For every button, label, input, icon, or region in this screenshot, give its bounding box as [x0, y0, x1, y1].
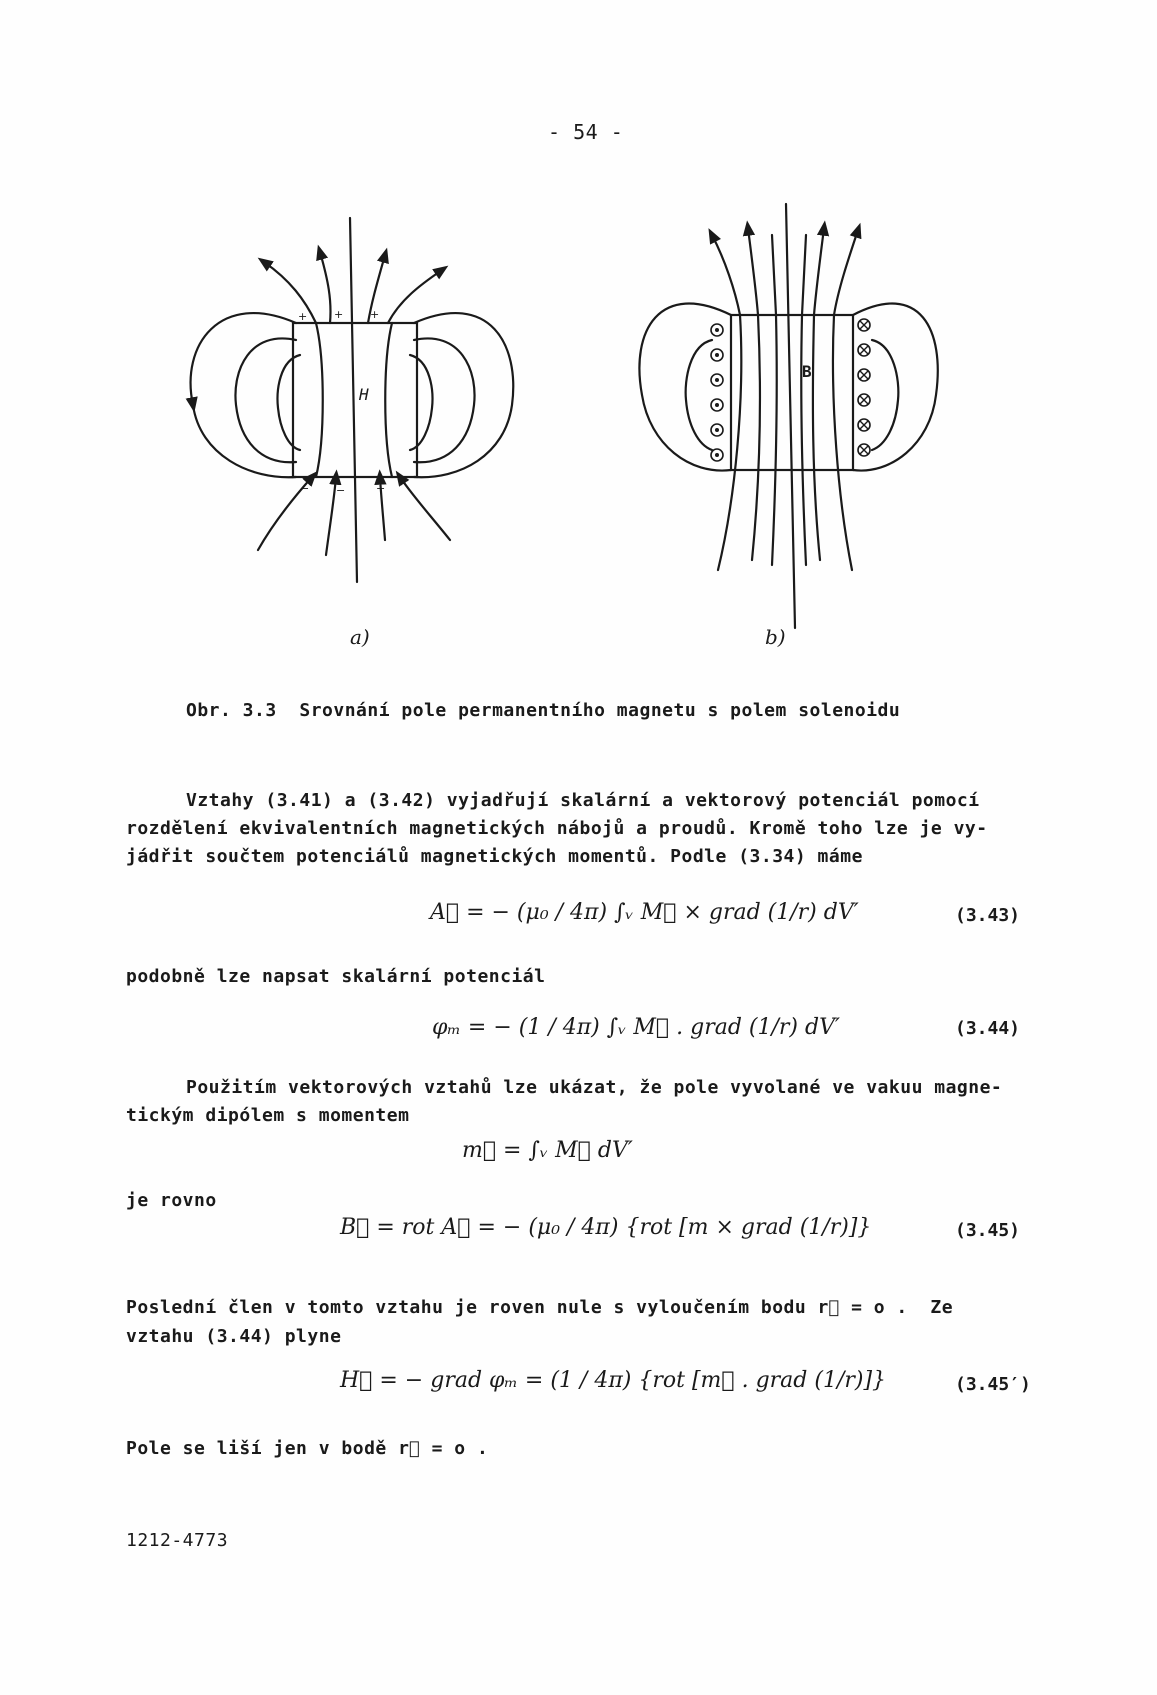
paragraph2-line1: Použitím vektorových vztahů lze ukázat, že pole vyvolané ve vakuu magne-	[186, 1077, 1003, 1098]
figure-3-3	[0, 0, 1157, 700]
field-label-b: B	[802, 362, 813, 381]
paragraph2-line2: tickým dipólem s momentem	[126, 1105, 410, 1126]
pole-signs	[298, 308, 385, 497]
coil-crosses	[860, 321, 868, 454]
svg-text:−: −	[336, 484, 346, 497]
equation-moment: m⃗ = ∫ᵥ M⃗ dV′	[462, 1138, 633, 1163]
equation-3-45: B⃗ = rot A⃗ = − (μ₀ / 4π) {rot [m × grad (1/r)]}	[340, 1215, 872, 1240]
page-number: - 54 -	[548, 120, 624, 144]
figure-a-permanent-magnet	[191, 218, 514, 582]
svg-text:+: +	[298, 310, 308, 323]
figure-caption: Obr. 3.3 Srovnání pole permanentního magnetu s polem solenoidu	[186, 700, 901, 721]
footer-code: 1212-4773	[126, 1530, 229, 1551]
svg-text:+: +	[370, 308, 380, 321]
text-scalar-potential: podobně lze napsat skalární potenciál	[126, 966, 546, 987]
paragraph1-line1: Vztahy (3.41) a (3.42) vyjadřují skalární a vektorový potenciál pomocí	[186, 790, 980, 811]
svg-text:+: +	[334, 308, 344, 321]
paragraph3-line1: Poslední člen v tomto vztahu je roven nule s vyloučením bodu r⃗ = o . Ze	[126, 1297, 954, 1318]
coil-dots	[715, 328, 719, 457]
figure-label-a: a)	[350, 625, 370, 649]
field-label-h: H	[359, 385, 370, 404]
equation-3-45-number: (3.45)	[955, 1220, 1021, 1241]
last-line: Pole se liší jen v bodě r⃗ = o .	[126, 1438, 489, 1459]
text-je-rovno: je rovno	[126, 1190, 217, 1211]
figure-a-axis	[350, 218, 357, 582]
equation-3-44-number: (3.44)	[955, 1018, 1021, 1039]
svg-text:−: −	[300, 482, 310, 495]
svg-text:−: −	[376, 482, 386, 495]
equation-3-44: φₘ = − (1 / 4π) ∫ᵥ M⃗ . grad (1/r) dV′	[432, 1015, 840, 1040]
figure-b-solenoid	[639, 204, 937, 628]
equation-3-43: A⃗ = − (μ₀ / 4π) ∫ᵥ M⃗ × grad (1/r) dV′	[430, 900, 859, 925]
paragraph3-line2: vztahu (3.44) plyne	[126, 1326, 342, 1347]
figure-b-axis	[786, 204, 795, 628]
equation-3-45-prime: H⃗ = − grad φₘ = (1 / 4π) {rot [m⃗ . grad (1/r)]}	[340, 1368, 887, 1393]
equation-3-45-prime-number: (3.45′)	[955, 1374, 1031, 1395]
figure-label-b: b)	[765, 625, 786, 649]
paragraph1-line3: jádřit součtem potenciálů magnetických momentů. Podle (3.34) máme	[126, 846, 863, 867]
equation-3-43-number: (3.43)	[955, 905, 1021, 926]
paragraph1-line2: rozdělení ekvivalentních magnetických nábojů a proudů. Kromě toho lze je vy-	[126, 818, 988, 839]
